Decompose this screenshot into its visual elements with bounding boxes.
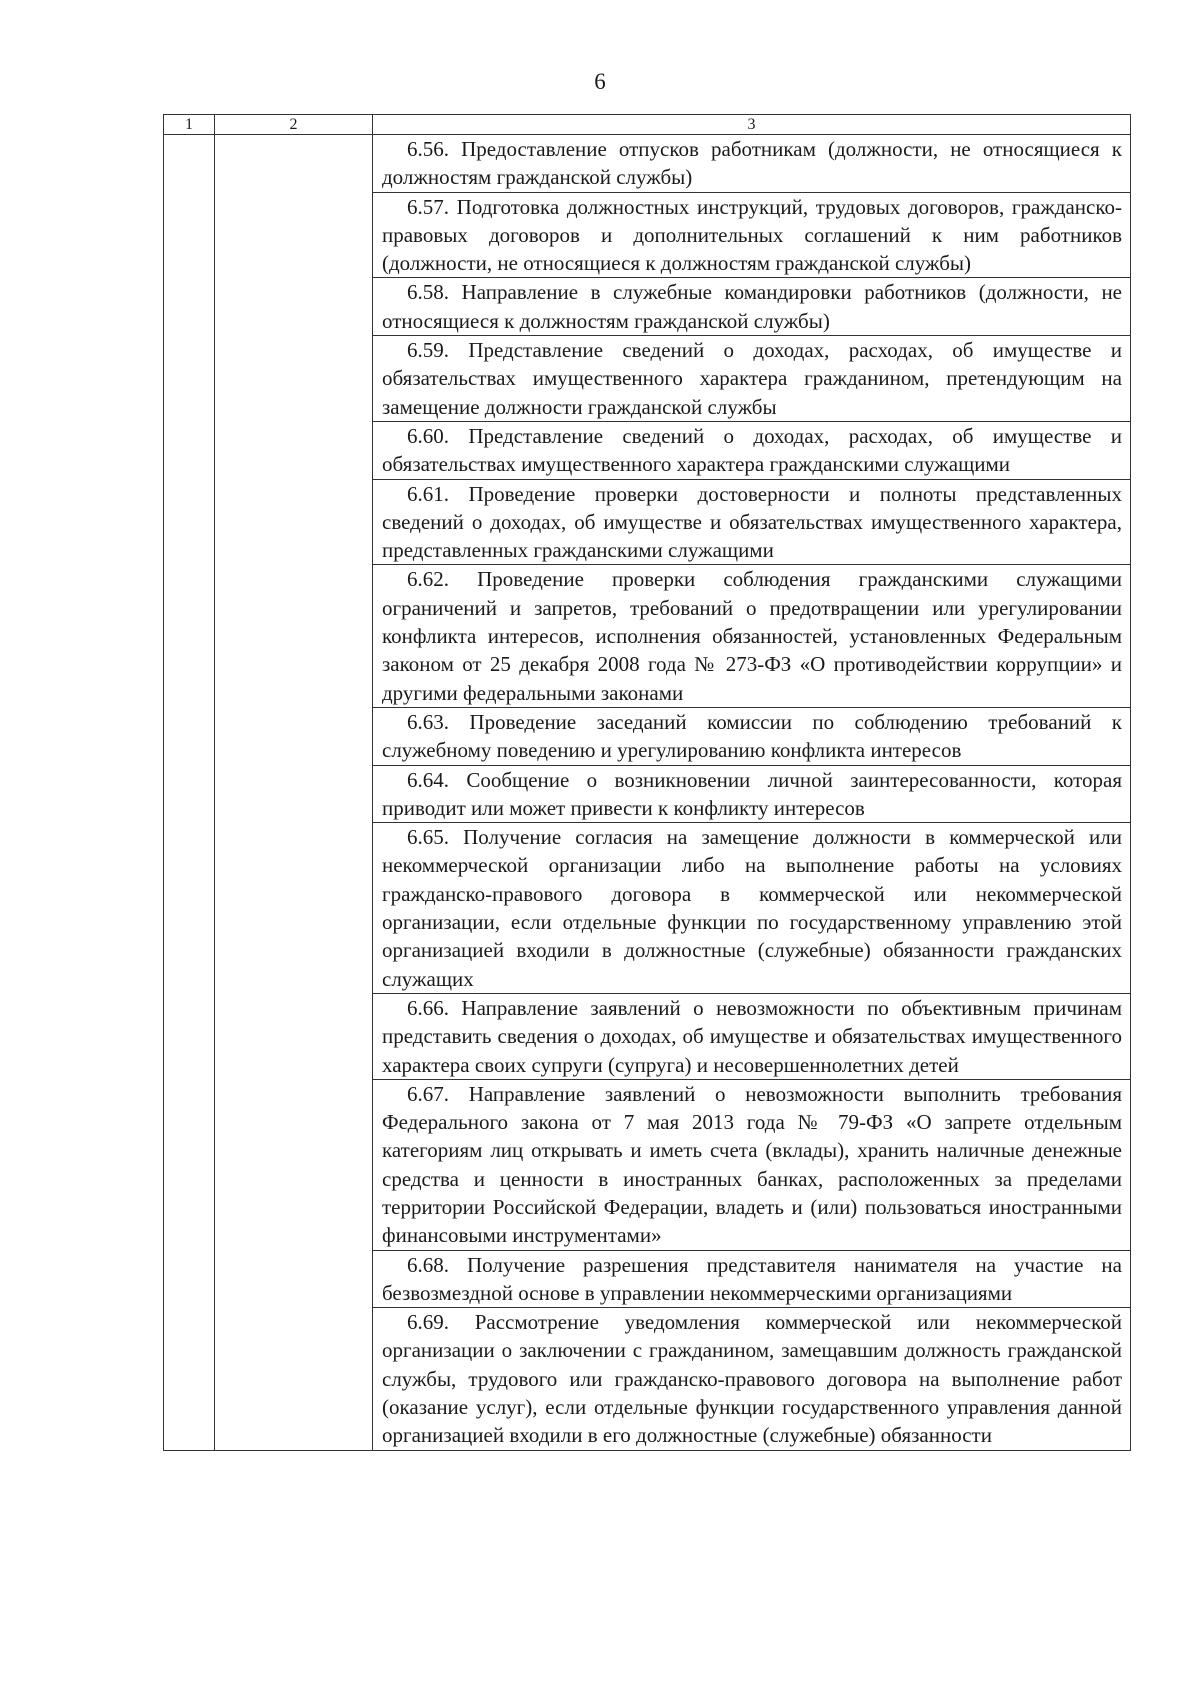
item-text: 6.64. Сообщение о возникновении личной заинтересованности, которая приводит или может привести к конфликту интересов — [382, 767, 1122, 820]
item-cell — [373, 1308, 1131, 1450]
item-text: 6.60. Представление сведений о доходах, расходах, об имуществе и обязательствах имущественного характера гражданскими служащими — [382, 423, 1122, 477]
item-cell — [373, 823, 1131, 994]
item-cell — [373, 1079, 1131, 1250]
item-text: 6.56. Предоставление отпусков работникам (должности, не относящиеся к должностям гражданской службы) — [382, 137, 1122, 190]
table-header-row — [164, 115, 1131, 135]
item-text: 6.57. Подготовка должностных инструкций, трудовых договоров, гражданско-правовых договоров и дополнительных соглашений к ним работников (должности, не относящиеся к должностям гражданской службы) — [382, 194, 1122, 276]
item-text: 6.58. Направление в служебные командировки работников (должности, не относящиеся к должностям гражданской службы) — [382, 280, 1122, 333]
item-cell — [373, 278, 1131, 336]
column-header-3: 3 — [373, 115, 1131, 135]
page-number: 6 — [594, 69, 606, 94]
item-cell — [373, 993, 1131, 1079]
column-1-cell — [164, 135, 215, 1451]
item-text: 6.65. Получение согласия на замещение должности в коммерческой или некоммерческой организации либо на выполнение работы на условиях гражданско-правового договора в коммерческой или некоммерческой организации, если отдельные функции по государственному управлению этой организацией входили в должностные (служебные) обязанности гражданских служащих — [382, 825, 1122, 991]
item-text: 6.68. Получение разрешения представителя нанимателя на участие на безвозмездной основе в управлении некоммерческими организациями — [382, 1252, 1122, 1305]
table-row — [164, 135, 1131, 193]
column-2-cell — [215, 135, 373, 1451]
item-text: 6.66. Направление заявлений о невозможности по объективным причинам представить сведения о доходах, об имуществе и обязательствах имущественного характера своих супруги (супруга) и несовершеннолетних детей — [382, 995, 1122, 1077]
item-cell — [373, 565, 1131, 707]
item-text: 6.67. Направление заявлений о невозможности выполнить требования Федерального закона от 7 мая 2013 года № 79-ФЗ «О запрете отдельным категориям лиц открывать и иметь счета (вклады), хранить наличные денежные средства и ценности в иностранных банках, расположенных за пределами территории Российской Федерации, владеть и (или) пользоваться иностранными финансовыми инструментами» — [382, 1081, 1122, 1248]
column-header-2: 2 — [215, 115, 373, 135]
item-cell — [373, 1250, 1131, 1308]
document-table — [163, 114, 1131, 1451]
item-text: 6.62. Проведение проверки соблюдения гражданскими служащими ограничений и запретов, требований о предотвращении или урегулировании конфликта интересов, исполнения обязанностей, установленных Федеральным законом от 25 декабря 2008 года № 273-ФЗ «О противодействии коррупции» и другими федеральными законами — [382, 567, 1122, 705]
item-cell — [373, 479, 1131, 565]
item-cell — [373, 192, 1131, 278]
item-text: 6.69. Рассмотрение уведомления коммерческой или некоммерческой организации о заключении с гражданином, замещавшим должность гражданской службы, трудового или гражданско-правового договора на выполнение работ (оказание услуг), если отдельные функции государственного управления данной организацией входили в его должностные (служебные) обязанности — [382, 1310, 1122, 1448]
item-text: 6.61. Проведение проверки достоверности и полноты представленных сведений о доходах, об имуществе и обязательствах имущественного характера, представленных гражданскими служащими — [382, 481, 1122, 563]
item-cell — [373, 707, 1131, 765]
item-cell — [373, 135, 1131, 193]
item-text: 6.59. Представление сведений о доходах, расходах, об имуществе и обязательствах имущественного характера гражданином, претендующим на замещение должности гражданской службы — [382, 338, 1122, 419]
item-cell — [373, 765, 1131, 823]
column-header-1: 1 — [164, 115, 215, 135]
item-cell — [373, 421, 1131, 479]
item-text: 6.63. Проведение заседаний комиссии по соблюдению требований к служебному поведению и урегулированию конфликта интересов — [382, 709, 1122, 763]
item-cell — [373, 336, 1131, 422]
